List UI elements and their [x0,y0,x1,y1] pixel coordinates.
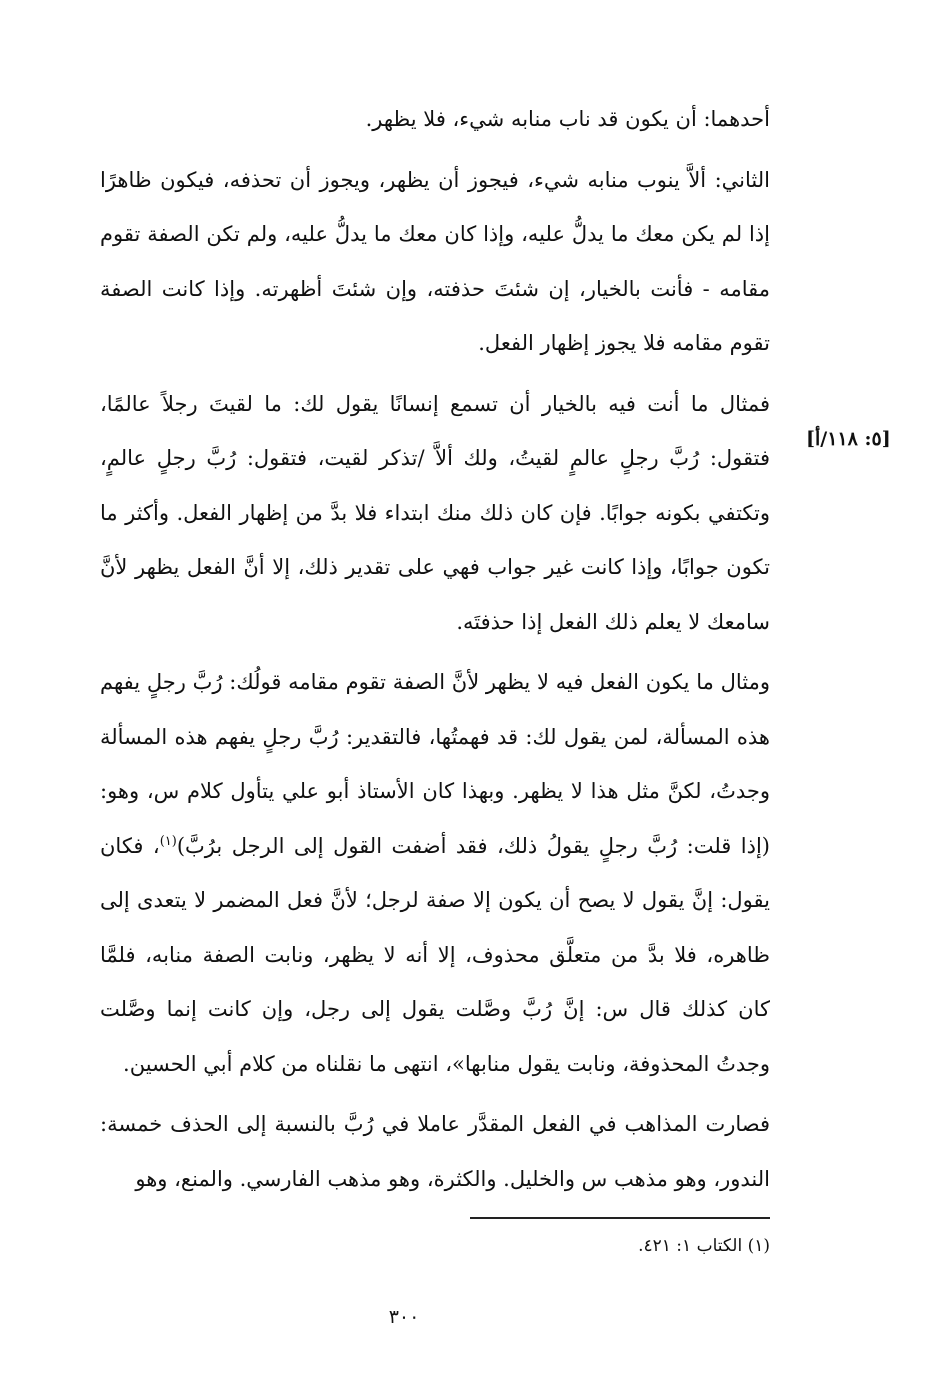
paragraph-1: أحدهما: أن يكون قد ناب منابه شيء، فلا يظهر. [365,107,770,131]
paragraph-5: فصارت المذاهب في الفعل المقدَّر عاملا في رُبَّ بالنسبة إلى الحذف خمسة: الندور، وهو مذهب س والخليل. والكثرة، وهو مذهب الفارسي. والمنع، وهو [100,1112,770,1191]
footnote: (١) الكتاب ١: ٤٢١. [638,1236,770,1256]
paragraph-4 [100,655,770,1091]
paragraph-4-part-1: ومثال ما يكون الفعل فيه لا يظهر لأنَّ الصفة تقوم مقامه قولُك: رُبَّ رجلٍ يفهم هذه المسألة، لمن يقول لك: قد فهمتُها، فالتقدير: رُبَّ رجلٍ يفهم هذه المسألة وجدتُ، لكنَّ مثل هذا لا يظهر. وبهذا كان الأستاذ أبو علي يتأول كلام س، وهو: (إذا قلت: رُبَّ رجلٍ يقولُ ذلك، فقد أضفت القول إلى الرجل برُبَّ) [100,670,770,858]
paragraph-2: الثاني: ألاَّ ينوب منابه شيء، فيجوز أن يظهر، ويجوز أن تحذفه، فيكون ظاهرًا إذا لم يكن معك ما يدلُّ عليه، وإذا كان معك ما يدلُّ عليه، ولم تكن الصفة تقوم مقامه - فأنت بالخيار، إن شئتَ حذفته، وإن شئتَ أظهرته. وإذا كانت الصفة تقوم مقامه فلا يجوز إظهار الفعل. [100,167,770,355]
margin-manuscript-reference: [٥: ١١٨/أ] [806,428,891,450]
paragraph-3: فمثال ما أنت فيه بالخيار أن تسمع إنسانًا يقول لك: ما لقيتَ رجلاً عالمًا، فتقول: رُبَّ رجلٍ عالمٍ لقيتُ، ولك ألاَّ /تذكر لقيت، فتقول: رُبَّ رجلٍ عالمٍ، وتكتفي بكونه جوابًا. فإن كان ذلك منك ابتداء فلا بدَّ من إظهار الفعل. وأكثر ما تكون جوابًا، وإذا كانت غير جواب فهي على تقدير ذلك، إلا أنَّ الفعل يظهر لأنَّ سامعك لا يعلم ذلك الفعل إذا حذفتَه. [100,391,770,634]
paragraph-4-part-2: ، فكان يقول: إنَّ يقول لا يصح أن يكون إلا صفة لرجل؛ لأنَّ فعل المضمر لا يتعدى إلى ظاهره، فلا بدَّ من متعلَّق محذوف، إلا أنه لا يظهر، ونابت الصفة منابه، فلمَّا كان كذلك قال س: إنَّ رُبَّ وصَّلت يقول إلى رجل، وإن كانت إنما وصَّلت وجدتُ المحذوفة، ونابت يقول منابها»، انتهى ما نقلناه من كلام أبي الحسين. [100,833,770,1076]
footnote-marker: (١) [159,833,177,849]
body-text [100,92,770,1212]
footnote-divider [470,1217,770,1219]
page-number: ٣٠٠ [388,1306,420,1328]
